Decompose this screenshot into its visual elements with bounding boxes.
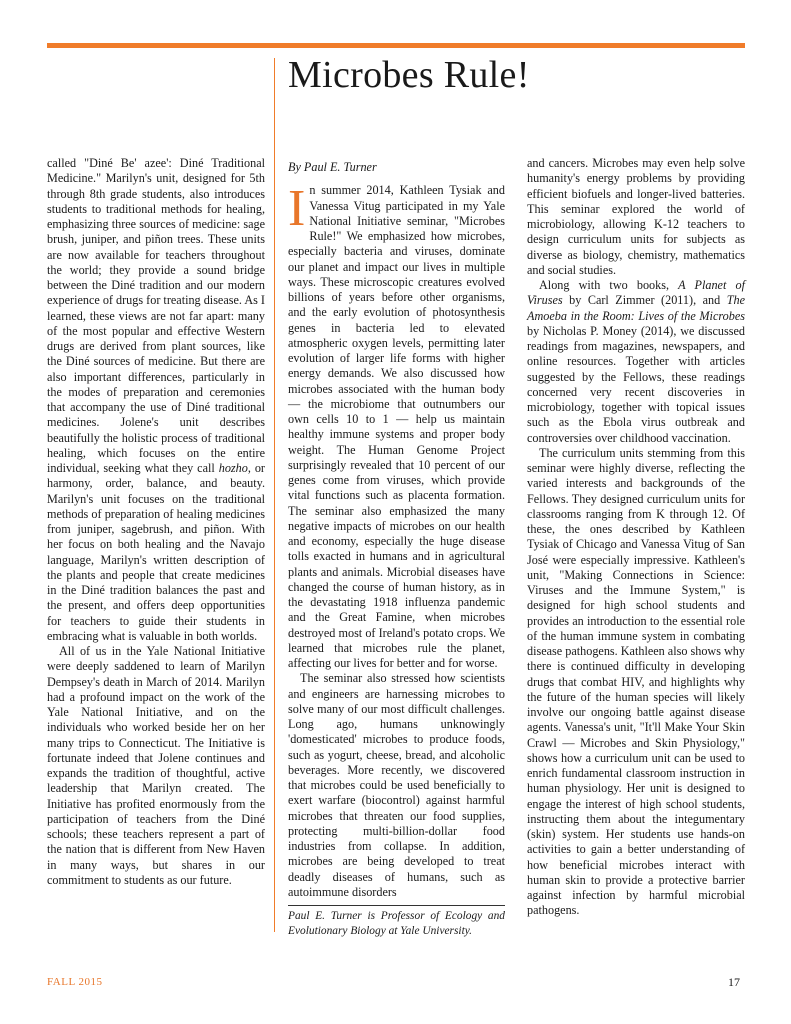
author-bio: Paul E. Turner is Professor of Ecology and Evolutionary Biology at Yale University. [288, 910, 505, 937]
byline: By Paul E. Turner [288, 160, 377, 174]
paragraph: and cancers. Microbes may even help solve humanity's energy problems by providing efficient biofuels and longer-lived batteries. This seminar explored the world of microbiology, allowing K-12 teachers to design curriculum units for subjects as diverse as biology, chemistry, mathematics and social studies. [527, 156, 745, 277]
title-column-divider [274, 58, 275, 932]
paragraph: All of us in the Yale National Initiative were deeply saddened to learn of Marilyn Dempsey's death in March of 2014. Marilyn had a profound impact on the work of the Yale National Initiative, and on the individuals who worked beside her on her many trips to Connecticut. The Initiative is fortunate indeed that Jolene continues and expands the tradition of thoughtful, active leadership that Marilyn created. The Initiative has profited enormously from the participation of teachers from the Diné schools; these teachers represent a part of the nation that is different from New Haven in many ways, but shares in our commitment to students as our future. [47, 644, 265, 887]
bio-divider [288, 905, 505, 906]
column-middle [288, 156, 505, 900]
issue-label: FALL 2015 [47, 976, 103, 988]
column-left [47, 156, 265, 888]
paragraph: The curriculum units stemming from this seminar were highly diverse, reflecting the varied interests and backgrounds of the Fellows. They designed curriculum units for classrooms ranging from K through 12. Of these, the ones described by Kathleen Tysiak of Chicago and Vanessa Vitug of San José were especially impressive. Kathleen's unit, "Making Connections in Science: Viruses and the Immune System," is designed for high school students and provides an introduction to the essential role of the human immune system in combating disease pathogens. Kathleen also shows why there is continued difficulty in developing drugs that combat HIV, and highlights why the future of the human species will likely involve our ongoing battle against disease agents. Vanessa's unit, "It'll Make Your Skin Crawl — Microbes and Skin Physiology," shows how a curriculum unit can be used to enrich fundamental classroom instruction in human physiology. Her unit is designed to engage the interest of high school students, instructing them about the integumentary (skin) system. Her students use hands-on activities to gain a better understanding of how beneficial microbes interact with human skin to provide a protective barrier against infection by harmful microbial pathogens. [527, 445, 745, 918]
page-number: 17 [728, 975, 740, 989]
paragraph: The seminar also stressed how scientists and engineers are harnessing microbes to solve many of our most difficult challenges. Long ago, humans unknowingly 'domesticated' microbes to produce foods, such as yogurt, cheese, bread, and alcoholic beverages. More recently, we discovered that microbes could be used beneficially to exert warfare (biocontrol) against harmful microbes that threaten our food supplies, protecting multi-billion-dollar food industries from collapse. In addition, microbes are being developed to treat deadly diseases of humans, such as autoimmune disorders [288, 671, 505, 899]
paragraph: Along with two books, A Planet of Viruses by Carl Zimmer (2011), and The Amoeba in the Room: Lives of the Microbes by Nicholas P. Money (2014), we discussed readings from magazines, newspapers, and online resources. Together with articles suggested by the Fellows, these readings concerned very recent discoveries in microbiology, together with topical issues such as the Ebola virus outbreak and controversies over childhood vaccination. [527, 278, 745, 445]
header-accent-bar [47, 43, 745, 48]
article-title: Microbes Rule! [288, 54, 530, 96]
paragraph: In summer 2014, Kathleen Tysiak and Vanessa Vitug participated in my Yale National Initiative seminar, "Microbes Rule!" We emphasized how microbes, especially bacteria and viruses, dominate our planet and impact our lives in multiple ways. These microscopic creatures evolved billions of years before other organisms, and the early evolution of photosynthesis genes in bacteria led to elevated atmospheric oxygen levels, permitting later evolution of larger life forms with higher energy demands. We also discussed how microbes associated with the human body — the microbiome that outnumbers our own cells 10 to 1 — help us maintain healthy immune systems and proper body weight. The Human Genome Project surprisingly revealed that 10 percent of our genes come from viruses, which provide vital functions such as placenta formation. The seminar also emphasized the many negative impacts of microbes on our health and economy, especially the huge disease tolls exacted in humans and in agricultural plants and animals. Microbial diseases have changed the course of human history, as in the devastating 1918 influenza pandemic and the Great Famine, when microbes destroyed most of Ireland's potato crops. We learned that microbes rule the planet, affecting our lives for better and for worse. [288, 180, 505, 670]
column-right [527, 156, 745, 919]
drop-cap: I [288, 180, 306, 238]
paragraph: called "Diné Be' azee': Diné Traditional Medicine." Marilyn's unit, designed for 5th through 8th grade students, also introduces students to traditional methods for healing, emphasizing three sources of medicine: sage brush, juniper, and piñon trees. These units are now available for teachers throughout the world; they provide a sound bridge between the Diné tradition and our modern experience of drugs for treating disease. As I learned, these views are not far apart: many of the most popular and effective Western drugs are derived from plant sources, like the Diné sources of medicine. But there are also important differences, particularly in the modes of preparation and ceremonies that accompany the use of Diné traditional medicines. Jolene's unit describes beautifully the holistic process of traditional healing, which focuses on the entire individual, seeking what they call hozho, or harmony, order, balance, and beauty. Marilyn's unit focuses on the traditional methods of preparation of healing medicines from juniper, sagebrush, and piñon. With her focus on both healing and the Navajo language, Marilyn's written description of the plants and people that create medicines in the Diné tradition balances the past and the present, and offers deep opportunities for teachers to guide their students in embracing what is valuable in both worlds. [47, 156, 265, 643]
